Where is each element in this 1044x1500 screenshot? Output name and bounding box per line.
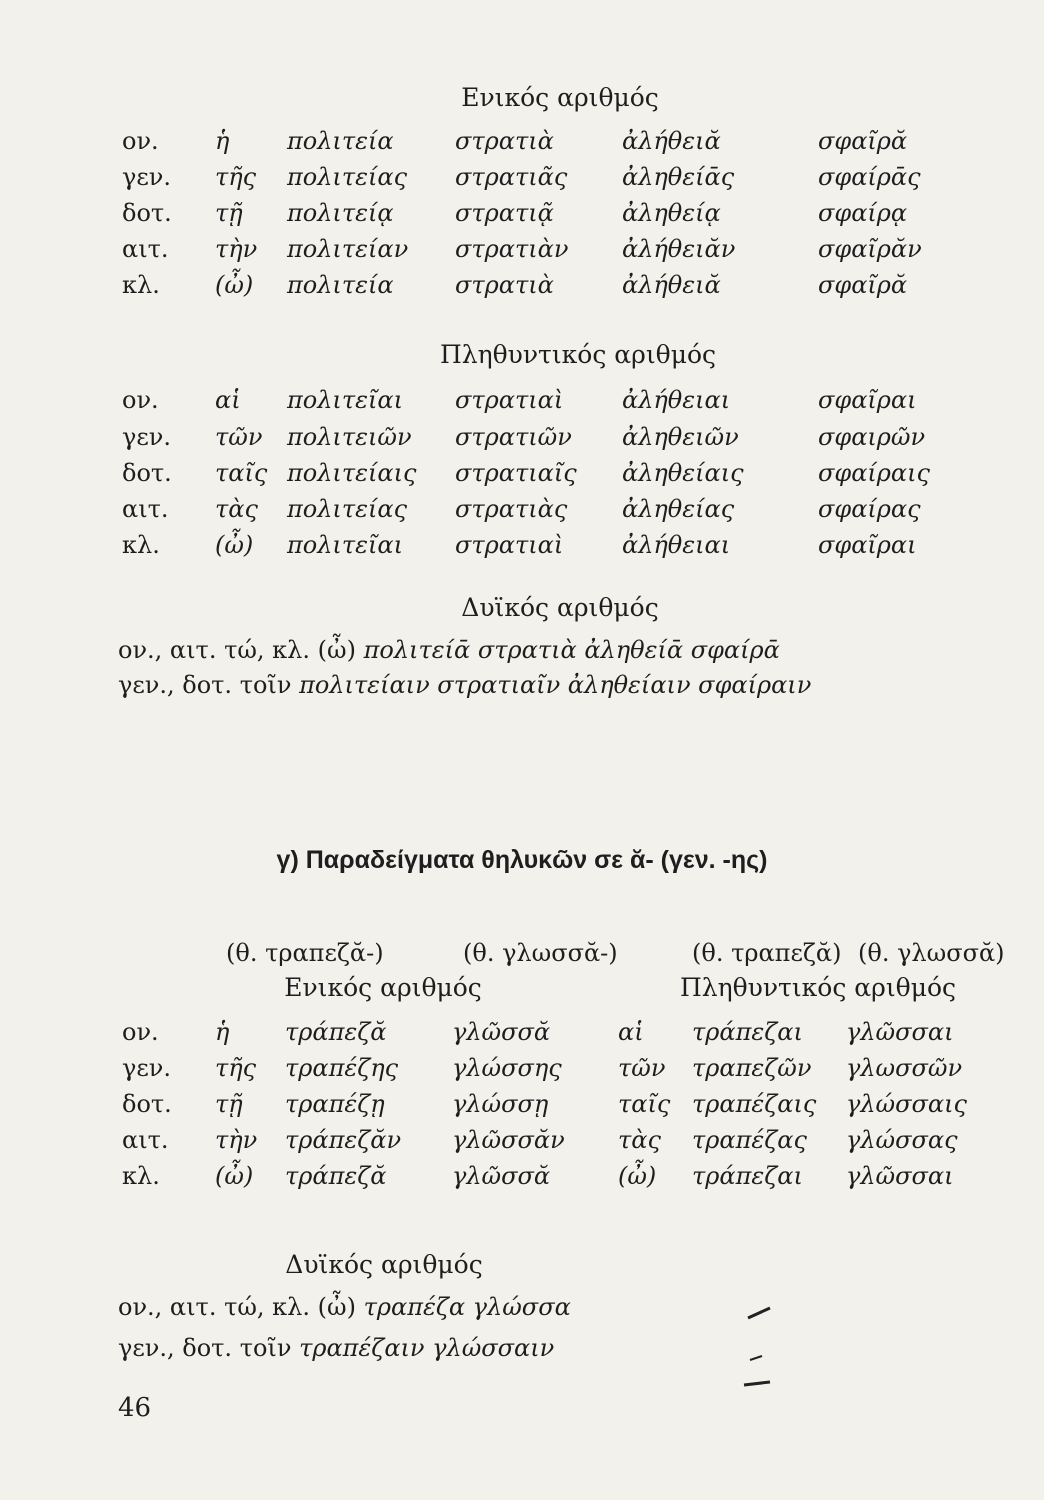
noun-form: ἀληθείας xyxy=(622,495,735,523)
noun-form: σφαῖρᾰν xyxy=(818,235,922,263)
article: τῶν xyxy=(215,423,263,451)
article: τὰς xyxy=(618,1126,661,1154)
noun-form: ἀληθείᾳ xyxy=(622,199,721,227)
noun-form: πολιτείᾳ xyxy=(287,199,394,227)
table-row xyxy=(0,1162,1044,1194)
dual-forms: τραπέζαιν γλώσσαιν xyxy=(299,1334,555,1362)
noun-form: γλώσσας xyxy=(846,1126,958,1154)
noun-form: στρατιαὶ xyxy=(455,386,564,414)
case-label: δοτ. xyxy=(122,1090,172,1118)
noun-form: σφαίραις xyxy=(818,459,930,487)
dual-case-label: ον., αιτ. τώ, κλ. (ὦ) xyxy=(118,1293,356,1321)
theme-label: (θ. γλωσσᾰ-) xyxy=(463,939,618,967)
dual-line-nom xyxy=(118,636,780,664)
noun-form: ἀλήθειᾰ xyxy=(622,271,721,299)
table-row xyxy=(0,163,1044,195)
noun-form: στρατιὰ xyxy=(455,271,554,299)
noun-form: γλώσσῃ xyxy=(452,1090,549,1118)
noun-form: στρατιὰ xyxy=(455,127,554,155)
ink-marks xyxy=(740,1290,780,1400)
noun-form: πολιτεία xyxy=(287,271,394,299)
singular-heading: Ενικός αριθμός xyxy=(284,973,482,1002)
noun-form: γλῶσσᾰ xyxy=(452,1162,551,1190)
noun-form: τράπεζᾰ xyxy=(285,1162,387,1190)
case-label: γεν. xyxy=(122,423,171,451)
noun-form: πολιτεῖαι xyxy=(287,386,404,414)
noun-form: γλῶσσᾰ xyxy=(452,1018,551,1046)
noun-form: σφαῖραι xyxy=(818,386,917,414)
noun-form: πολιτεία xyxy=(287,127,394,155)
article: τὴν xyxy=(215,1126,258,1154)
noun-form: ἀλήθειαι xyxy=(622,531,731,559)
noun-form: τραπέζαις xyxy=(692,1090,817,1118)
section-title: γ) Παραδείγματα θηλυκῶν σε ᾰ- (γεν. -ης) xyxy=(276,846,768,874)
noun-form: στρατιαῖς xyxy=(455,459,577,487)
noun-form: γλῶσσαι xyxy=(846,1018,954,1046)
case-label: κλ. xyxy=(122,531,160,559)
table-row xyxy=(0,199,1044,231)
noun-form: στρατιᾷ xyxy=(455,199,554,227)
dual-heading: Δυϊκός αριθμός xyxy=(461,593,659,622)
table-row xyxy=(0,531,1044,563)
noun-form: στρατιῶν xyxy=(455,423,572,451)
noun-form: σφαίρας xyxy=(818,495,921,523)
article: ταῖς xyxy=(618,1090,671,1118)
article: τὴν xyxy=(215,235,258,263)
plural-heading: Πληθυντικός αριθμός xyxy=(439,340,717,369)
noun-form: σφαίρᾱς xyxy=(818,163,921,191)
article: τὰς xyxy=(215,495,258,523)
noun-form: ἀληθείᾱς xyxy=(622,163,735,191)
article: τῇ xyxy=(215,199,243,227)
noun-form: τράπεζᾰν xyxy=(285,1126,402,1154)
noun-form: ἀληθειῶν xyxy=(622,423,739,451)
table-row xyxy=(0,459,1044,491)
table-row xyxy=(0,495,1044,527)
noun-form: σφαῖρᾰ xyxy=(818,127,908,155)
article: (ὦ) xyxy=(215,271,254,299)
dual-case-label: ον., αιτ. τώ, κλ. (ὦ) xyxy=(118,636,356,664)
theme-label: (θ. τραπεζᾰ-) xyxy=(226,939,384,967)
case-label: γεν. xyxy=(122,163,171,191)
noun-form: σφαιρῶν xyxy=(818,423,926,451)
table-row xyxy=(0,386,1044,418)
table-row xyxy=(0,1054,1044,1086)
noun-form: γλῶσσαι xyxy=(846,1162,954,1190)
case-label: ον. xyxy=(122,127,159,155)
dual-heading: Δυϊκός αριθμός xyxy=(285,1250,483,1279)
dual-case-label: γεν., δοτ. τοῖν xyxy=(118,671,292,699)
article: (ὦ) xyxy=(215,1162,254,1190)
table-row xyxy=(0,423,1044,455)
case-label: δοτ. xyxy=(122,459,172,487)
article: τῇ xyxy=(215,1090,243,1118)
noun-form: στρατιαὶ xyxy=(455,531,564,559)
table-row xyxy=(0,127,1044,159)
noun-form: στρατιᾶς xyxy=(455,163,568,191)
noun-form: ἀληθείαις xyxy=(622,459,744,487)
case-label: ον. xyxy=(122,386,159,414)
noun-form: σφαίρᾳ xyxy=(818,199,908,227)
noun-form: γλῶσσᾰν xyxy=(452,1126,565,1154)
noun-form: σφαῖρᾰ xyxy=(818,271,908,299)
noun-form: πολιτείας xyxy=(287,163,408,191)
dual-forms: πολιτείᾱ στρατιὰ ἀληθείᾱ σφαίρᾱ xyxy=(363,636,780,664)
dual-line-nom xyxy=(118,1293,571,1321)
dual-forms: πολιτείαιν στρατιαῖν ἀληθείαιν σφαίραιν xyxy=(299,671,812,699)
noun-form: τραπέζης xyxy=(285,1054,399,1082)
article: ταῖς xyxy=(215,459,268,487)
noun-form: ἀλήθειαι xyxy=(622,386,731,414)
noun-form: γλώσσαις xyxy=(846,1090,967,1118)
article: τῶν xyxy=(618,1054,666,1082)
theme-label: (θ. τραπεζᾰ) xyxy=(692,939,842,967)
dual-line-gen xyxy=(118,1334,554,1362)
noun-form: σφαῖραι xyxy=(818,531,917,559)
theme-label: (θ. γλωσσᾰ) xyxy=(858,939,1005,967)
noun-form: πολιτείαις xyxy=(287,459,417,487)
noun-form: ἀλήθειᾰν xyxy=(622,235,736,263)
case-label: αιτ. xyxy=(122,495,169,523)
case-label: γεν. xyxy=(122,1054,171,1082)
article: τῆς xyxy=(215,163,257,191)
case-label: ον. xyxy=(122,1018,159,1046)
table-row xyxy=(0,235,1044,267)
case-label: κλ. xyxy=(122,1162,160,1190)
noun-form: τράπεζαι xyxy=(692,1018,803,1046)
table-row xyxy=(0,271,1044,303)
article: (ὦ) xyxy=(618,1162,657,1190)
article: ἡ xyxy=(215,127,230,155)
plural-heading: Πληθυντικός αριθμός xyxy=(679,973,957,1002)
table-row xyxy=(0,1126,1044,1158)
article: ἡ xyxy=(215,1018,230,1046)
noun-form: πολιτεῖαι xyxy=(287,531,404,559)
table-row xyxy=(0,1018,1044,1050)
case-label: αιτ. xyxy=(122,1126,169,1154)
noun-form: γλωσσῶν xyxy=(846,1054,963,1082)
noun-form: τραπεζῶν xyxy=(692,1054,812,1082)
noun-form: πολιτειῶν xyxy=(287,423,412,451)
table-row xyxy=(0,1090,1044,1122)
article: αἱ xyxy=(215,386,241,414)
noun-form: πολιτείαν xyxy=(287,235,409,263)
dual-line-gen xyxy=(118,671,811,699)
article: αἱ xyxy=(618,1018,644,1046)
noun-form: τράπεζᾰ xyxy=(285,1018,387,1046)
page-number: 46 xyxy=(118,1393,152,1423)
case-label: αιτ. xyxy=(122,235,169,263)
dual-forms: τραπέζα γλώσσα xyxy=(363,1293,571,1321)
article: (ὦ) xyxy=(215,531,254,559)
noun-form: στρατιὰς xyxy=(455,495,568,523)
singular-heading: Ενικός αριθμός xyxy=(461,83,659,112)
noun-form: ἀλήθειᾰ xyxy=(622,127,721,155)
noun-form: πολιτείας xyxy=(287,495,408,523)
noun-form: στρατιὰν xyxy=(455,235,569,263)
noun-form: τραπέζῃ xyxy=(285,1090,385,1118)
case-label: κλ. xyxy=(122,271,160,299)
noun-form: γλώσσης xyxy=(452,1054,562,1082)
noun-form: τραπέζας xyxy=(692,1126,807,1154)
case-label: δοτ. xyxy=(122,199,172,227)
noun-form: τράπεζαι xyxy=(692,1162,803,1190)
theme-labels-row xyxy=(0,939,1044,971)
dual-case-label: γεν., δοτ. τοῖν xyxy=(118,1334,292,1362)
article: τῆς xyxy=(215,1054,257,1082)
